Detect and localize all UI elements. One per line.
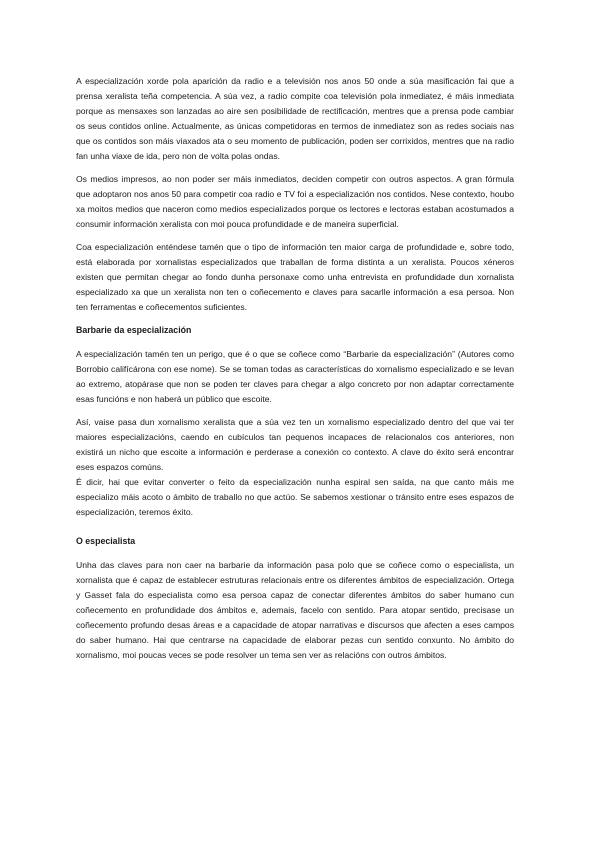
paragraph: Os medios impresos, ao non poder ser máis inmediatos, deciden competir con outros aspectos. A gran fórmula que adoptaron nos anos 50 para competir coa radio e TV foi a especialización nos contidos. Nese contexto, houbo xa moitos medios que naceron como medios especializados porque os lectores e lectoras estaban acostumados a consumir información xeralista con moi pouca profundidade e de maneira superficial.	[76, 174, 514, 229]
paragraph: A especialización xorde pola aparición da radio e a televisión nos anos 50 onde a súa masificación fai que a prensa xeralista teña competencia. A súa vez, a radio compite coa televisión pola inmediatez, é máis inmediata porque as mensaxes son lanzadas ao aire sen posibilidade de rectificación, mentres que a prensa pode cambiar os seus contidos online. Actualmente, as únicas competidoras en termos de inmediatez son as redes sociais nas que os contidos son máis viaxados ata o seu momento de publicación, poden ser corrixidos, mentres que na radio fan unha viaxe de ida, pero non de volta polas ondas.	[76, 76, 514, 161]
paragraph: É dicir, hai que evitar converter o feito da especialización nunha espiral sen saída, na que canto máis me especializo máis acoto o ámbito de traballo no que actúo. Se sabemos xestionar o tránsito entre eses espazos de especialización, teremos éxito.	[76, 477, 514, 517]
document-page	[76, 74, 514, 671]
section-heading-especialista: O especialista	[76, 536, 136, 546]
paragraph: A especialización tamén ten un perigo, que é o que se coñece como “Barbarie da especialización” (Autores como Borrobio califícárona con ese nome). Se se toman todas as características do xornalismo especializado e se levan ao extremo, atopárase que non se poden ter claves para chegar a algo concreto por non adaptar correctamente esas funcións e non haberá un público que escoite.	[76, 349, 514, 404]
section-heading-barbarie: Barbarie da especialización	[76, 325, 192, 335]
paragraph: Coa especialización enténdese tamén que o tipo de información ten maior carga de profundidade e, sobre todo, está elaborada por xornalistas especializados que traballan de forma distinta a un xeralista. Poucos xéneros existen que permitan chegar ao fondo dunha personaxe como unha entrevista en profundidade dun xornalista especializado xa que un xeralista non ten o coñecemento e claves para sacarlle información a esa persoa. Non ten ferramentas e coñecementos suficientes.	[76, 242, 514, 312]
paragraph: Así, vaise pasa dun xornalismo xeralista que a súa vez ten un xornalismo especializado dentro del que vai ter maiores especializacións, caendo en cubículos tan pequenos incapaces de relacionalos cos anteriores, non existirá un nicho que escoite a información e perderase a conexión co contexto. A clave do éxito será encontrar eses espazos comúns.	[76, 417, 514, 472]
paragraph: Unha das claves para non caer na barbarie da información pasa polo que se coñece como o especialista, un xornalista que é capaz de establecer estruturas relacionais entre os diferentes ámbitos de especialización. Ortega y Gasset fala do especialista como esa persoa capaz de conectar diferentes ámbitos do saber humano cun coñecemento en profundidade dos ámbitos e, ademais, facelo con sentido. Para atopar sentido, precisase un coñecemento profundo desas áreas e a capacidade de atopar narrativas e discursos que afecten a eses campos do saber humano. Hai que centrarse na capacidade de elaborar pezas cun sentido conxunto. No ámbito do xornalismo, moi poucas veces se pode resolver un tema sen ver as relacións con outros ámbitos.	[76, 560, 514, 660]
